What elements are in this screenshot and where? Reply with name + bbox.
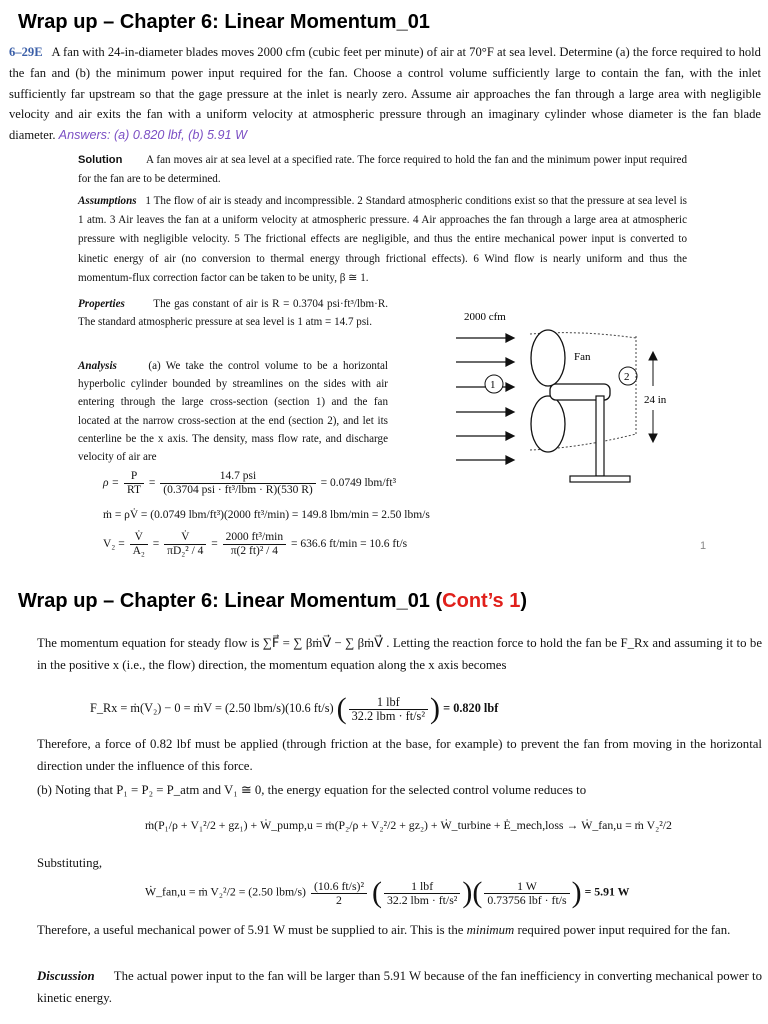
- power-conclusion: [37, 919, 762, 941]
- diameter-label: 24 in: [644, 394, 667, 406]
- force-equation: F_Rx = ṁ(V₂) − 0 = ṁV = (2.50 lbm/s)(10.6 ft/s) ( 1 lbf 32.2 lbm · ft/s² ) = 0.820 lbf: [90, 692, 499, 725]
- density-equation: ρ = $\frac{P}{RT}$ = 14.7 psi (0.3704 psi · ft³/lbm · R)(530 R) = 0.0749 lbm/ft³: [103, 470, 397, 496]
- velocity-lhs: V₂ =: [103, 538, 125, 551]
- slide2-title: [18, 590, 527, 613]
- velocity-equation: V₂ = $\frac{V̇}{\text{A₂}}$ = $\frac{V̇}{\text{πD₂² / 4}}$ = 2000 ft³/min π(2 ft)² / 4 = 636.6 ft/min = 10.6 ft/s: [103, 531, 408, 557]
- discussion-paragraph: [37, 965, 762, 1009]
- solution-paragraph: [78, 151, 687, 189]
- power-frac-2: [384, 880, 460, 907]
- analysis-paragraph: [78, 357, 388, 466]
- power-frac-1-num: (10.6 ft/s)²: [311, 880, 367, 894]
- energy-equation: ṁ(P₁/ρ + V₁²/2 + gz₁) + Ẇ_pump,u = ṁ(P₂/ρ + V₂²/2 + gz₂) + Ẇ_turbine + Ė_mech,loss → Ẇ_fan,u = ṁ V₂²/2: [145, 818, 672, 832]
- flow-rate-label: 2000 cfm: [464, 311, 506, 323]
- problem-text: A fan with 24-in-diameter blades moves 2000 cfm (cubic feet per minute) of air at 70°F at sea level. Determine (a) the force required to hold the fan and (b) the minimum power input required for the fan. Choose a control volume sufficiently large to contain the fan, with the inlet sufficiently far upstream so that the gage pressure at the inlet is nearly zero. Assume air approaches the fan through a large area with negligible velocity and air exits the fan with a uniform velocity at atmospheric pressure through an imaginary cylinder whose diameter is the fan blade diameter.: [9, 45, 761, 143]
- force-lhs: F_Rx = ṁ(V₂) − 0 = ṁV = (2.50 lbm/s)(10.6 ft/s): [90, 700, 334, 715]
- density-frac-1-num: P: [124, 470, 144, 484]
- density-result: = 0.0749 lbm/ft³: [320, 477, 397, 490]
- density-frac-1: [124, 470, 144, 497]
- power-frac-2-den: 32.2 lbm · ft/s²: [386, 892, 458, 907]
- discussion-text: The actual power input to the fan will be larger than 5.91 W because of the fan inefficiency in converting mechanical power to kinetic energy.: [37, 969, 762, 1005]
- momentum-intro: The momentum equation for steady flow is ∑F⃗ = ∑ βṁV⃗ − ∑ βṁV⃗ . Letting the reaction force to hold the fan be F_Rx and assuming it to be in the positive x (i.e., the flow) direction, the momentum equation along the x axis becomes: [37, 636, 762, 672]
- substituting-label: Substituting,: [37, 856, 103, 870]
- power-lhs: Ẇ_fan,u = ṁ V₂²/2 = (2.50 lbm/s): [145, 884, 306, 899]
- fan-label: Fan: [574, 351, 591, 363]
- force-result: = 0.820 lbf: [443, 700, 499, 715]
- power-frac-1-den: 2: [336, 892, 342, 907]
- properties-label: Properties: [78, 298, 125, 310]
- density-lhs: ρ =: [103, 477, 120, 490]
- problem-statement: [9, 42, 761, 146]
- fan-blade-top: [531, 330, 565, 386]
- problem-number: 6–29E: [9, 45, 43, 59]
- discussion-label: Discussion: [37, 969, 95, 983]
- inflow-arrows: [456, 334, 514, 464]
- fan-blade-bottom: [531, 396, 565, 452]
- force-frac: [349, 696, 428, 723]
- properties-paragraph: [78, 295, 388, 331]
- velocity-frac-3-num: 2000 ft³/min: [223, 531, 286, 545]
- analysis-label: Analysis: [78, 360, 117, 372]
- section-2-label: 2: [624, 371, 630, 383]
- power-conclusion-2: required power input required for the fan.: [514, 923, 731, 937]
- velocity-frac-1-num: V̇: [130, 531, 148, 545]
- mass-flow-equation: ṁ = ρV̇ = (0.0749 lbm/ft³)(2000 ft³/min) = 149.8 lbm/min = 2.50 lbm/s: [103, 509, 430, 521]
- power-frac-1: [311, 880, 367, 907]
- power-conclusion-emphasis: minimum: [466, 923, 515, 937]
- density-frac-2-den: (0.3704 psi · ft³/lbm · R)(530 R): [163, 484, 313, 496]
- force-conclusion: Therefore, a force of 0.82 lbf must be applied (through friction at the base, for example) to prevent the fan from moving in the horizontal direction under the influence of this force.: [37, 737, 762, 773]
- velocity-frac-1-den: A₂: [132, 545, 145, 557]
- velocity-frac-1: [130, 531, 148, 558]
- power-frac-3: [484, 880, 569, 907]
- velocity-frac-3-den: π(2 ft)² / 4: [230, 545, 278, 557]
- solution-text: A fan moves air at sea level at a specified rate. The force required to hold the fan and the minimum power input required for the fan are to be determined.: [78, 154, 687, 186]
- density-frac-2-num: 14.7 psi: [160, 470, 315, 484]
- page-number: 1: [700, 540, 707, 552]
- power-result: = 5.91 W: [584, 884, 630, 899]
- slide2-title-close: ): [520, 590, 527, 612]
- velocity-frac-2-num: V̇: [164, 531, 206, 545]
- analysis-text: (a) We take the control volume to be a horizontal hyperbolic cylinder bounded by streamlines on the sides with air entering through the large cross-section (section 1) and the fan located at the narrow cross-section at the end (section 2), and let its centerline be the x axis. The density, mass flow rate, and discharge velocity of air are: [78, 360, 389, 464]
- properties-text: The gas constant of air is R = 0.3704 psi·ft³/lbm·R. The standard atmospheric pressure at sea level is 1 atm = 14.7 psi.: [78, 298, 388, 329]
- power-frac-3-den: 0.73756 lbf · ft/s: [487, 892, 567, 907]
- velocity-result: = 636.6 ft/min = 10.6 ft/s: [290, 538, 408, 551]
- fan-base: [570, 476, 630, 482]
- slide2-title-cont: Cont’s 1: [442, 590, 521, 612]
- power-frac-3-num: 1 W: [484, 880, 569, 894]
- force-frac-den: 32.2 lbm · ft/s²: [351, 708, 426, 723]
- velocity-frac-2: [164, 531, 206, 558]
- answers: Answers: (a) 0.820 lbf, (b) 5.91 W: [58, 128, 247, 143]
- density-frac-1-den: RT: [127, 484, 142, 496]
- power-conclusion-1: Therefore, a useful mechanical power of 5.91 W must be supplied to air. This is the: [37, 923, 467, 937]
- force-frac-num: 1 lbf: [349, 696, 428, 710]
- slide2-title-main: Wrap up – Chapter 6: Linear Momentum_01 (: [18, 590, 443, 612]
- fan-figure: [450, 300, 690, 485]
- slide1-title: Wrap up – Chapter 6: Linear Momentum_01: [18, 11, 430, 33]
- density-frac-2: [160, 470, 315, 497]
- power-frac-2-num: 1 lbf: [384, 880, 460, 894]
- assumptions-text: 1 The flow of air is steady and incompressible. 2 Standard atmospheric conditions exist so that the pressure at sea level is 1 atm. 3 Air leaves the fan at a uniform velocity at atmospheric pressure. 4 Air approaches the fan through a large area at atmospheric pressure with negligible velocity. 5 The frictional effects are negligible, and thus the entire mechanical power input is converted to kinetic energy of air (no conversion to thermal energy through frictional effects). 6 Wind flow is nearly uniform and thus the momentum-flux correction factor can be taken to be unity, β ≅ 1.: [78, 195, 687, 284]
- assumptions-paragraph: [78, 192, 687, 288]
- section-1-label: 1: [490, 379, 496, 391]
- energy-intro: (b) Noting that P₁ = P₂ = P_atm and V₁ ≅ 0, the energy equation for the selected control volume reduces to: [37, 783, 587, 797]
- solution-label: Solution: [78, 154, 123, 166]
- velocity-frac-2-den: πD₂² / 4: [167, 545, 204, 557]
- velocity-frac-3: [223, 531, 286, 558]
- fan-stand: [596, 396, 604, 476]
- power-equation: Ẇ_fan,u = ṁ V₂²/2 = (2.50 lbm/s) $\frac{\text{(10.6 ft/s)²}}{2}$ ( 1 lbf 32.2 lbm · ft/s² )( 1 W 0.73756 lbf · ft/s ) = 5.91 W: [145, 876, 630, 909]
- assumptions-label: Assumptions: [78, 195, 137, 207]
